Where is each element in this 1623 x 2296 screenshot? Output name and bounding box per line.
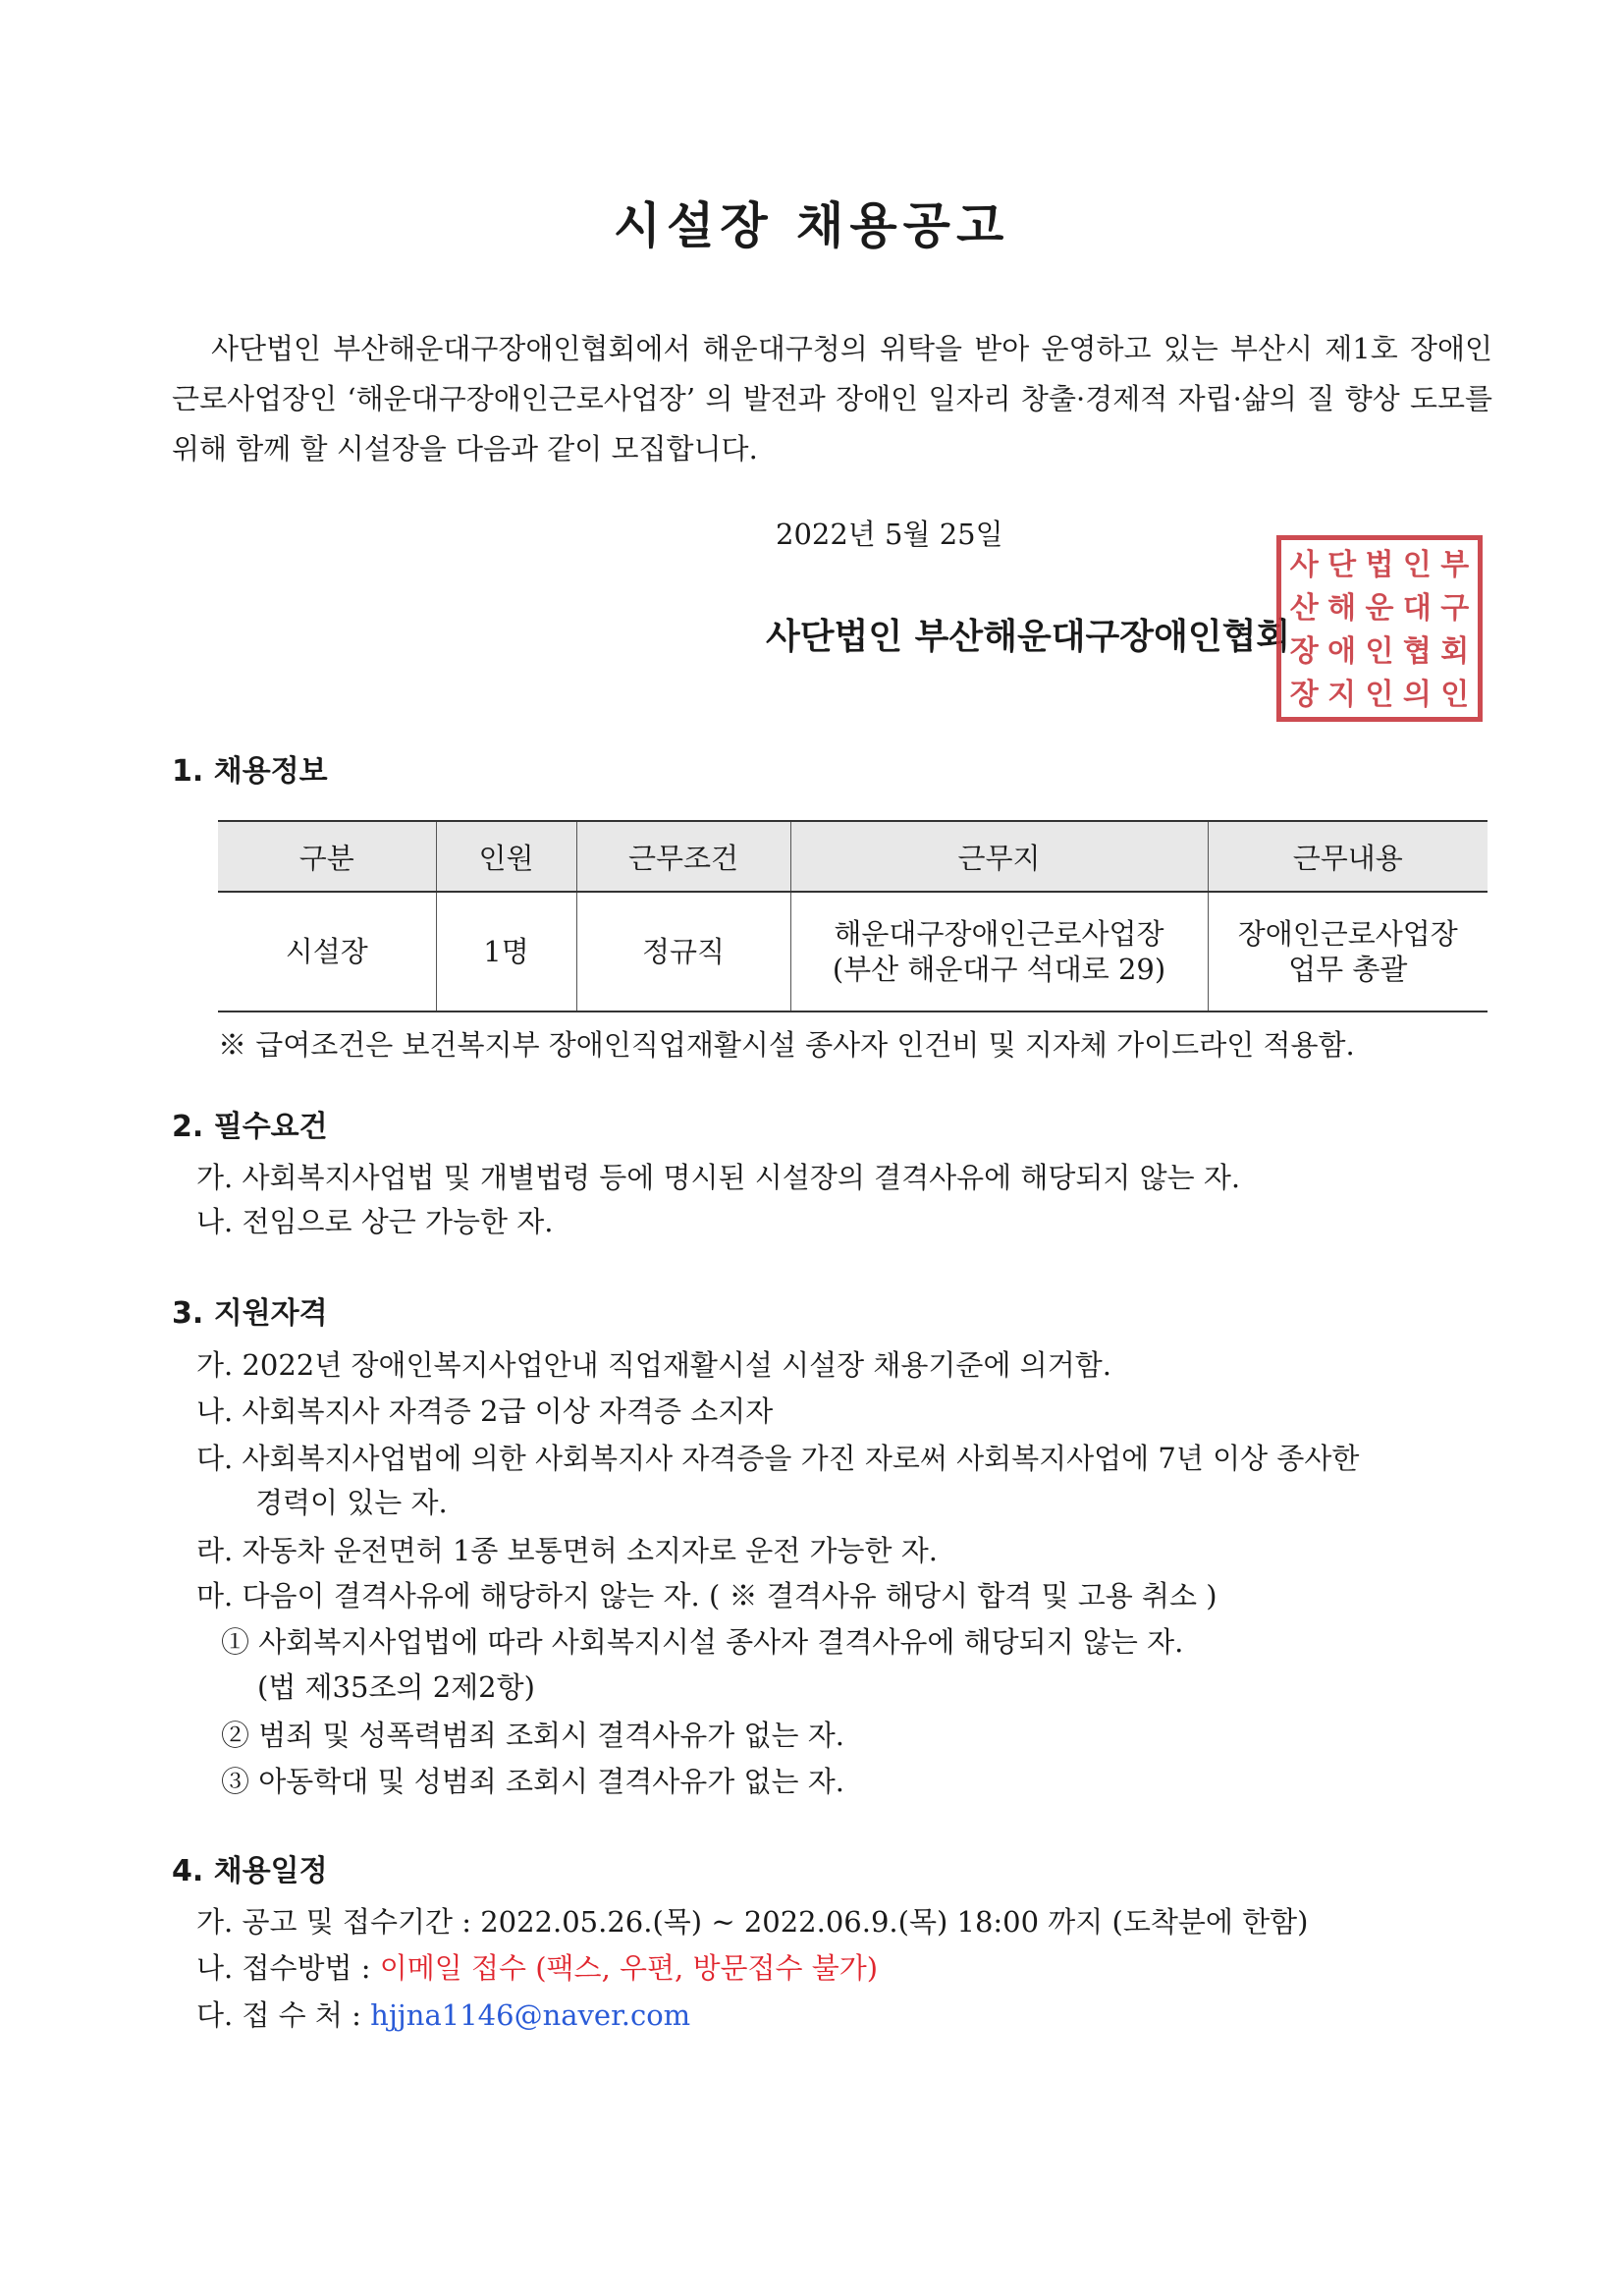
list-item: 라. 자동차 운전면허 1종 보통면허 소지자로 운전 가능한 자. (196, 1534, 938, 1567)
cell-condition: 정규직 (576, 892, 790, 1011)
method-label: 나. 접수방법 : (196, 1951, 380, 1985)
notice-date: 2022년 5월 25일 (776, 518, 1003, 551)
header-category: 구분 (218, 821, 436, 892)
intro-text: 사단법인 부산해운대구장애인협회에서 해운대구청의 위탁을 받아 운영하고 있는 부산시 제1호 장애인 근로사업장인 ‘해운대구장애인근로사업장’ 의 발전과 장애인 일자리 창출·경제적 자립·삶의 질 향상 도모를 위해 함께 할 시설장을 다음과 같이 모집합니다. (172, 332, 1492, 465)
section-2-heading: 2. 필수요건 (172, 1110, 328, 1144)
location-line-1: 해운대구장애인근로사업장 (834, 917, 1164, 951)
method-value: 이메일 접수 (팩스, 우편, 방문접수 불가) (379, 1951, 879, 1985)
application-method (196, 1946, 878, 1987)
header-duty: 근무내용 (1208, 821, 1488, 892)
list-item: 나. 전임으로 상근 가능한 자. (196, 1205, 554, 1238)
section-3-heading: 3. 지원자격 (172, 1296, 328, 1331)
receiver-email-link[interactable]: hjjna1146@naver.com (370, 1998, 691, 2032)
cell-duty (1208, 892, 1488, 1011)
receiver-label: 다. 접 수 처 : (196, 1998, 371, 2032)
cell-position: 시설장 (218, 892, 436, 1011)
location-line-2: (부산 해운대구 석대로 29) (832, 953, 1166, 986)
header-location: 근무지 (790, 821, 1208, 892)
recruitment-info-table (218, 820, 1488, 1012)
cell-location (790, 892, 1208, 1011)
table-header-row (218, 821, 1488, 892)
list-item: 가. 2022년 장애인복지사업안내 직업재활시설 시설장 채용기준에 의거함. (196, 1348, 1111, 1382)
list-item: 가. 사회복지사업법 및 개별법령 등에 명시된 시설장의 결격사유에 해당되지 않는 자. (196, 1161, 1241, 1194)
organization-name: 사단법인 부산해운대구장애인협회 (766, 617, 1291, 657)
table-row (218, 892, 1488, 1011)
list-item: 나. 사회복지사 자격증 2급 이상 자격증 소지자 (196, 1394, 774, 1428)
cell-count: 1명 (436, 892, 576, 1011)
list-item-continuation: 경력이 있는 자. (255, 1486, 448, 1519)
sub-list-item: ① 사회복지사업법에 따라 사회복지시설 종사자 결격사유에 해당되지 않는 자. (221, 1625, 1184, 1659)
official-seal-icon: 사 단 법 인 부 산 해 운 대 구 장 애 인 협 회 장 지 인 의 인 (1276, 535, 1483, 722)
header-count: 인원 (436, 821, 576, 892)
duty-line-2: 업무 총괄 (1288, 953, 1408, 986)
duty-line-1: 장애인근로사업장 (1237, 917, 1458, 951)
document-title: 시설장 채용공고 (613, 197, 1010, 254)
header-condition: 근무조건 (576, 821, 790, 892)
application-receiver (196, 1994, 690, 2034)
sub-list-item-continuation: (법 제35조의 2제2항) (257, 1670, 535, 1704)
intro-paragraph (172, 324, 1492, 474)
sub-list-item: ③ 아동학대 및 성범죄 조회시 결격사유가 없는 자. (221, 1765, 845, 1798)
sub-list-item: ② 범죄 및 성폭력범죄 조회시 결격사유가 없는 자. (221, 1719, 845, 1752)
list-item: 마. 다음이 결격사유에 해당하지 않는 자. ( ※ 결격사유 해당시 합격 및 고용 취소 ) (196, 1579, 1217, 1613)
section-4-heading: 4. 채용일정 (172, 1854, 328, 1888)
list-item: 다. 사회복지사업법에 의한 사회복지사 자격증을 가진 자로써 사회복지사업에 7년 이상 종사한 (196, 1442, 1360, 1475)
application-period: 가. 공고 및 접수기간 : 2022.05.26.(목) ~ 2022.06.9.(목) 18:00 까지 (도착분에 한함) (196, 1905, 1309, 1939)
section-1-heading: 1. 채용정보 (172, 754, 328, 789)
salary-note: ※ 급여조건은 보건복지부 장애인직업재활시설 종사자 인건비 및 지자체 가이드라인 적용함. (218, 1028, 1355, 1062)
